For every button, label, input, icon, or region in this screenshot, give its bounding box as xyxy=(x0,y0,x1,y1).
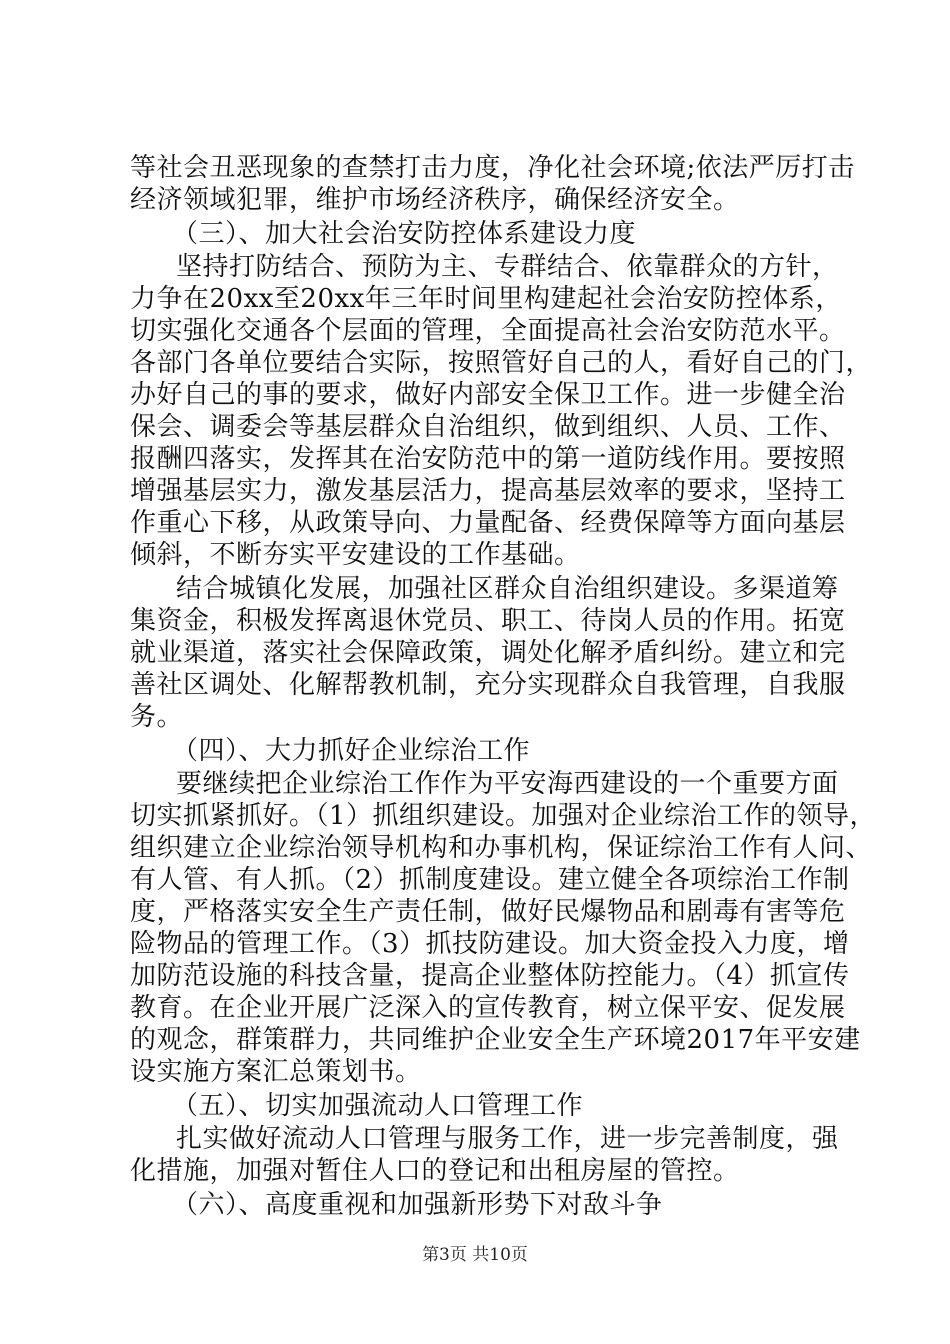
text-line: 有人管、有人抓。（2）抓制度建设。建立健全各项综治工作制 xyxy=(130,865,850,895)
text-line: 等社会丑恶现象的查禁打击力度，净化社会环境;依法严厉打击 xyxy=(130,153,855,183)
text-line: 倾斜，不断夯实平安建设的工作基础。 xyxy=(130,540,581,570)
text-line: 经济领域犯罪，维护市场经济秩序，确保经济安全。 xyxy=(130,185,740,215)
text-line: 坚持打防结合、预防为主、专群结合、依靠群众的方针， xyxy=(176,252,839,282)
text-line: 组织建立企业综治领导机构和办事机构，保证综治工作有人问、 xyxy=(130,833,873,863)
text-line: 的观念，群策群力，共同维护企业安全生产环境2017年平安建 xyxy=(130,1025,861,1055)
text-line: （五）、切实加强流动人口管理工作 xyxy=(172,1091,584,1121)
text-line: 设实施方案汇总策划书。 xyxy=(130,1057,422,1087)
text-line: 增强基层实力，激发基层活力，提高基层效率的要求，坚持工 xyxy=(130,476,846,506)
text-line: 集资金，积极发挥离退休党员、职工、待岗人员的作用。拓宽 xyxy=(130,606,846,636)
text-line: 力争在20xx至20xx年三年时间里构建起社会治安防控体系， xyxy=(130,284,842,314)
text-line: 各部门各单位要结合实际，按照管好自己的人，看好自己的门， xyxy=(130,348,873,378)
text-line: （三）、加大社会治安防控体系建设力度 xyxy=(172,219,637,249)
text-line: 险物品的管理工作。（3）抓技防建设。加大资金投入力度，增 xyxy=(130,929,850,959)
text-line: 善社区调处、化解帮教机制，充分实现群众自我管理，自我服 xyxy=(130,670,846,700)
text-line: 教育。在企业开展广泛深入的宣传教育，树立保平安、促发展 xyxy=(130,993,846,1023)
text-line: 切实抓紧抓好。（1）抓组织建设。加强对企业综治工作的领导， xyxy=(130,801,877,831)
text-line: （四）、大力抓好企业综治工作 xyxy=(172,736,531,766)
text-line: 报酬四落实，发挥其在治安防范中的第一道防线作用。要按照 xyxy=(130,444,846,474)
text-line: 要继续把企业综治工作作为平安海西建设的一个重要方面 xyxy=(176,769,839,799)
text-line: 化措施，加强对暂住人口的登记和出租房屋的管控。 xyxy=(130,1156,740,1186)
text-line: 切实强化交通各个层面的管理，全面提高社会治安防范水平。 xyxy=(130,316,846,346)
page-footer: 第3页 共10页 xyxy=(422,1245,528,1265)
text-line: 度，严格落实安全生产责任制，做好民爆物品和剧毒有害等危 xyxy=(130,897,846,927)
text-line: 加防范设施的科技含量，提高企业整体防控能力。（4）抓宣传 xyxy=(130,961,850,991)
text-line: 扎实做好流动人口管理与服务工作，进一步完善制度，强 xyxy=(176,1124,839,1154)
text-line: 就业渠道，落实社会保障政策，调处化解矛盾纠纷。建立和完 xyxy=(130,638,846,668)
text-line: 结合城镇化发展，加强社区群众自治组织建设。多渠道筹 xyxy=(176,574,839,604)
text-line: （六）、高度重视和加强新形势下对敌斗争 xyxy=(172,1190,663,1220)
text-line: 保会、调委会等基层群众自治组织，做到组织、人员、工作、 xyxy=(130,412,846,442)
text-line: 务。 xyxy=(130,702,184,732)
text-line: 作重心下移，从政策导向、力量配备、经费保障等方面向基层 xyxy=(130,508,846,538)
text-line: 办好自己的事的要求，做好内部安全保卫工作。进一步健全治 xyxy=(130,380,846,410)
